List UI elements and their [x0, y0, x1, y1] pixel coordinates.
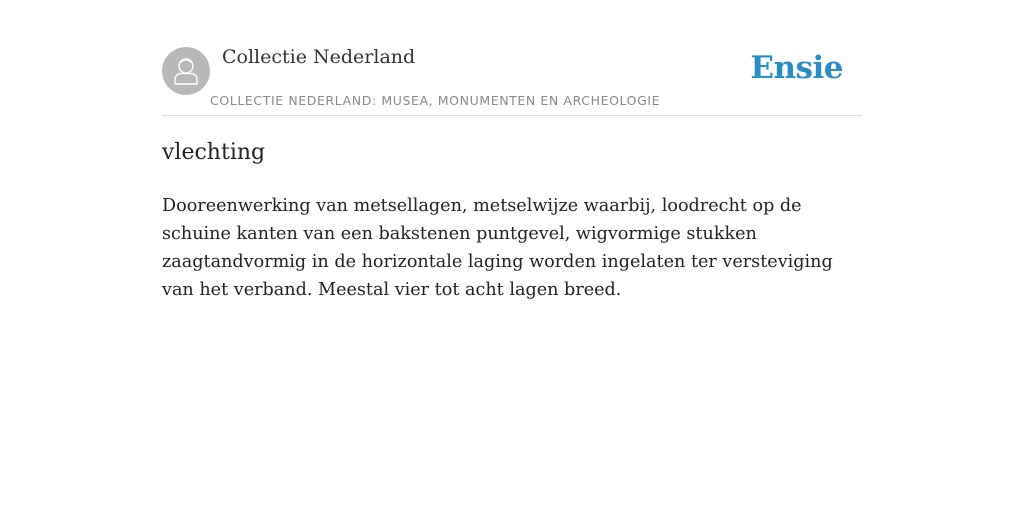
- entry-header: [162, 0, 862, 116]
- ensie-logo[interactable]: Ensie: [750, 50, 843, 86]
- entry-term: vlechting: [162, 140, 266, 165]
- source-label[interactable]: COLLECTIE NEDERLAND: MUSEA, MONUMENTEN EN ARCHEOLOGIE: [210, 93, 661, 108]
- author-name[interactable]: Collectie Nederland: [222, 46, 416, 68]
- user-placeholder-icon[interactable]: [162, 47, 210, 95]
- entry-card: [162, 0, 862, 300]
- entry-definition: Dooreenwerking van metsellagen, metselwijze waarbij, loodrecht op de schuine kanten van een bakstenen puntgevel, wigvormige stukken zaagtandvormig in de horizontale laging worden ingelaten ter versteviging van het verband. Meestal vier tot acht lagen breed.: [162, 196, 833, 300]
